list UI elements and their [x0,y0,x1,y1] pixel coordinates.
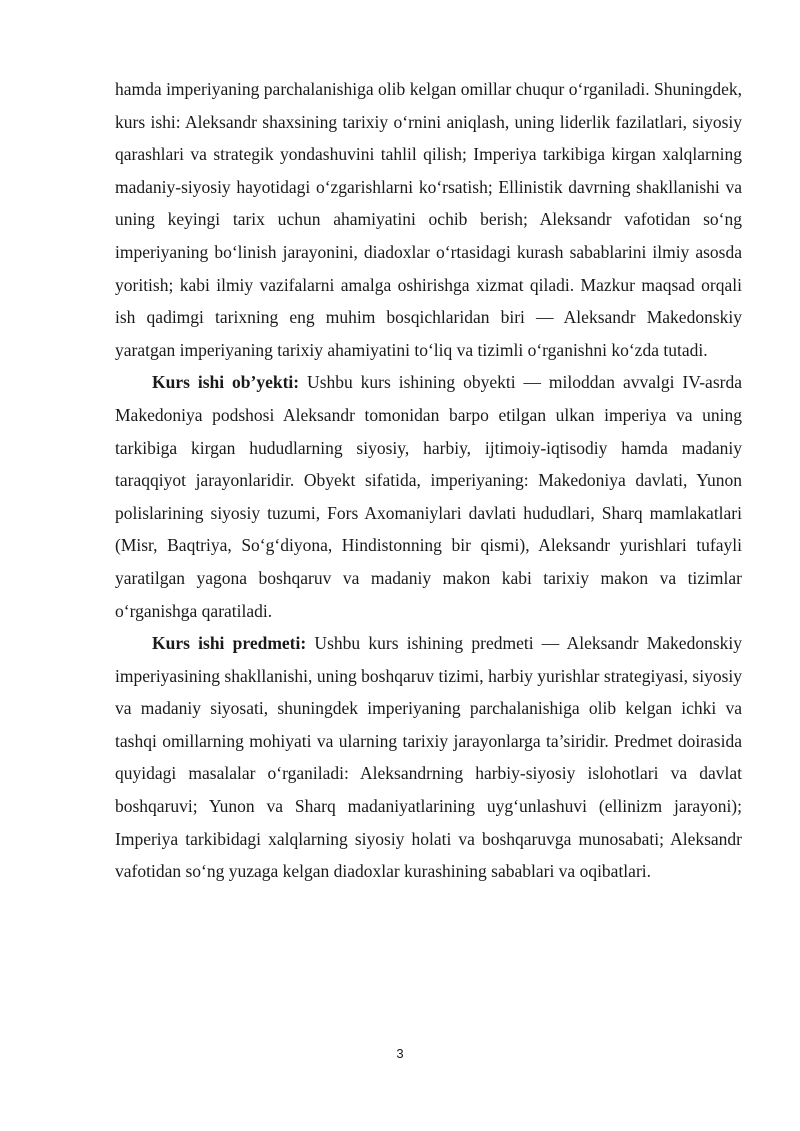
subject-paragraph [115,627,742,888]
object-text: Ushbu kurs ishining obyekti — miloddan avvalgi IV-asrda Makedoniya podshosi Aleksandr tomonidan barpo etilgan ulkan imperiya va uning tarkibiga kirgan hududlarning siyosiy, harbiy, ijtimoiy-iqtisodiy hamda madaniy taraqqiyot jarayonlaridir. Obyekt sifatida, imperiyaning: Makedoniya davlati, Yunon polislarining siyosiy tuzumi, Fors Axomaniylari davlati hududlari, Sharq mamlakatlari (Misr, Baqtriya, So‘g‘diyona, Hindistonning bir qismi), Aleksandr yurishlari tufayli yaratilgan yagona boshqaruv va madaniy makon kabi tarixiy makon va tizimlar o‘rganishga qaratiladi. [115,372,742,621]
page-number: 3 [396,1046,404,1061]
paragraph-continuation: hamda imperiyaning parchalanishiga olib kelgan omillar chuqur o‘rganiladi. Shuningdek, kurs ishi: Aleksandr shaxsining tarixiy o‘rnini aniqlash, uning liderlik fazilatlari, siyosiy qarashlari va strategik yondashuvini tahlil qilish; Imperiya tarkibiga kirgan xalqlarning madaniy-siyosiy hayotidagi o‘zgarishlarni ko‘rsatish; Ellinistik davrning shakllanishi va uning keyingi tarix uchun ahamiyatini ochib berish; Aleksandr vafotidan so‘ng imperiyaning bo‘linish jarayonini, diadoxlar o‘rtasidagi kurash sabablarini ilmiy asosda yoritish; kabi ilmiy vazifalarni amalga oshirishga xizmat qiladi. Mazkur maqsad orqali ish qadimgi tarixning eng muhim bosqichlaridan biri — Aleksandr Makedonskiy yaratgan imperiyaning tarixiy ahamiyatini to‘liq va tizimli o‘rganishni ko‘zda tutadi. [115,79,742,360]
object-heading: Kurs ishi ob’yekti: [152,372,300,393]
subject-text: Ushbu kurs ishining predmeti — Aleksandr Makedonskiy imperiyasining shakllanishi, uning boshqaruv tizimi, harbiy yurishlar strategiyasi, siyosiy va madaniy siyosati, shuningdek imperiyaning parchalanishiga olib kelgan ichki va tashqi omillarning mohiyati va ularning tarixiy jarayonlarga ta’siridir. Predmet doirasida quyidagi masalalar o‘rganiladi: Aleksandrning harbiy-siyosiy islohotlari va davlat boshqaruvi; Yunon va Sharq madaniyatlarining uyg‘unlashuvi (ellinizm jarayoni); Imperiya tarkibidagi xalqlarning siyosiy holati va boshqaruvga munosabati; Aleksandr vafotidan so‘ng yuzaga kelgan diadoxlar kurashining sabablari va oqibatlari. [115,633,742,882]
subject-heading: Kurs ishi predmeti: [152,633,307,654]
document-body [115,73,742,888]
object-paragraph [115,366,742,627]
